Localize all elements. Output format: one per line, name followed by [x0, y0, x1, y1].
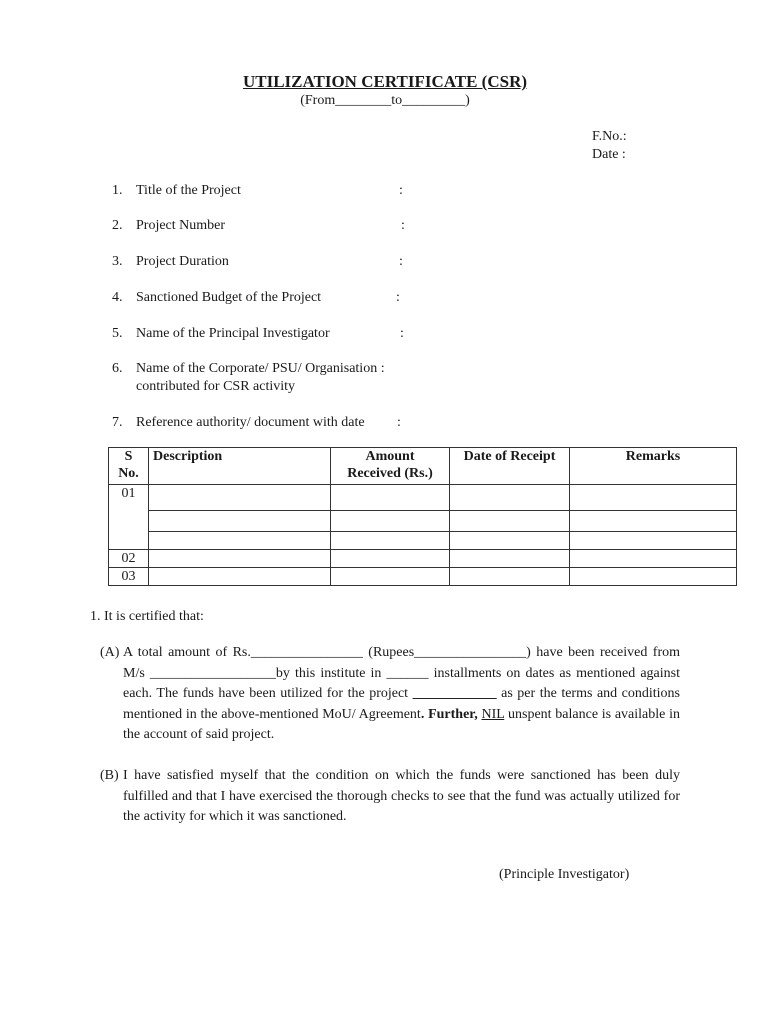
file-number-label: F.No.:	[592, 129, 627, 144]
field-corporate-organisation	[112, 360, 385, 396]
field-colon: :	[400, 326, 404, 341]
remarks-cell[interactable]	[570, 532, 737, 550]
field-number: 3.	[112, 254, 123, 269]
field-label: Reference authority/ document with date	[136, 415, 365, 430]
date-cell[interactable]	[450, 568, 570, 586]
field-label: Project Duration	[136, 254, 229, 269]
serial-cell: 01	[109, 485, 149, 550]
description-cell[interactable]	[149, 485, 331, 511]
table-row	[109, 550, 737, 568]
field-principal-investigator	[112, 325, 404, 343]
field-number: 6.	[112, 361, 123, 376]
header-remarks: Remarks	[570, 448, 737, 485]
field-sanctioned-budget	[112, 289, 400, 307]
date-cell[interactable]	[450, 550, 570, 568]
table-row	[109, 485, 737, 511]
field-project-number	[112, 217, 405, 235]
serial-cell: 03	[109, 568, 149, 586]
table-row	[109, 568, 737, 586]
header-amount: Amount Received (Rs.)	[331, 448, 450, 485]
field-colon: :	[397, 415, 401, 430]
paragraph-body: I have satisfied myself that the condition on which the funds were sanctioned has been duly fulfilled and that I have exercised the thorough checks to see that the fund was actually utilized for the activity for which it was sanctioned.	[123, 768, 680, 825]
project-blank: ____________	[412, 686, 497, 702]
field-number: 7.	[112, 415, 123, 430]
date-cell[interactable]	[450, 511, 570, 532]
date-label: Date :	[592, 147, 626, 162]
field-label-continuation: contributed for CSR activity	[136, 379, 296, 394]
certification-paragraph-b	[100, 766, 680, 828]
field-title-of-project	[112, 182, 403, 200]
field-number: 1.	[112, 183, 123, 198]
field-label: Project Number	[136, 218, 226, 233]
receipt-table	[108, 447, 737, 586]
remarks-cell[interactable]	[570, 511, 737, 532]
field-colon: :	[399, 183, 403, 198]
description-cell[interactable]	[149, 550, 331, 568]
document-title: UTILIZATION CERTIFICATE (CSR)	[242, 72, 528, 91]
field-project-duration	[112, 253, 403, 271]
header-date-of-receipt: Date of Receipt	[450, 448, 570, 485]
field-reference-authority	[112, 414, 401, 432]
nil-text: NIL	[481, 706, 505, 722]
certification-paragraph-a	[100, 643, 680, 746]
serial-cell: 02	[109, 550, 149, 568]
paragraph-body: A total amount of Rs.________________ (Rupees________________) have been received from M/s __________________by this institute in ______ installments on dates as mentioned against each. The funds have been utilized for the project ____________ as per the terms and conditions mentioned in the above-mentioned MoU/ Agreement. Further, NIL unspent balance is available in the account of said project.	[123, 645, 681, 743]
field-colon: :	[396, 290, 400, 305]
field-colon: :	[399, 254, 403, 269]
field-label: Name of the Principal Investigator	[136, 326, 330, 341]
amount-cell[interactable]	[331, 532, 450, 550]
paragraph-marker: (A)	[100, 645, 120, 660]
remarks-cell[interactable]	[570, 550, 737, 568]
table-row	[109, 511, 737, 532]
field-label: Sanctioned Budget of the Project	[136, 290, 322, 305]
amount-cell[interactable]	[331, 485, 450, 511]
field-label: Name of the Corporate/ PSU/ Organisation :	[136, 361, 385, 376]
table-row	[109, 532, 737, 550]
remarks-cell[interactable]	[570, 568, 737, 586]
paragraph-marker: (B)	[100, 768, 119, 783]
description-cell[interactable]	[149, 511, 331, 532]
header-description: Description	[149, 448, 331, 485]
date-cell[interactable]	[450, 485, 570, 511]
date-cell[interactable]	[450, 532, 570, 550]
amount-cell[interactable]	[331, 568, 450, 586]
signature-label: (Principle Investigator)	[499, 867, 630, 882]
amount-cell[interactable]	[331, 511, 450, 532]
field-number: 4.	[112, 290, 123, 305]
description-cell[interactable]	[149, 568, 331, 586]
field-number: 5.	[112, 326, 123, 341]
period-line: (From________to_________)	[300, 93, 470, 108]
field-colon: :	[401, 218, 405, 233]
amount-cell[interactable]	[331, 550, 450, 568]
header-sno: S No.	[109, 448, 149, 485]
table-header-row	[109, 448, 737, 485]
description-cell[interactable]	[149, 532, 331, 550]
certification-intro: 1. It is certified that:	[90, 609, 204, 624]
field-label: Title of the Project	[136, 183, 241, 198]
remarks-cell[interactable]	[570, 485, 737, 511]
field-number: 2.	[112, 218, 123, 233]
